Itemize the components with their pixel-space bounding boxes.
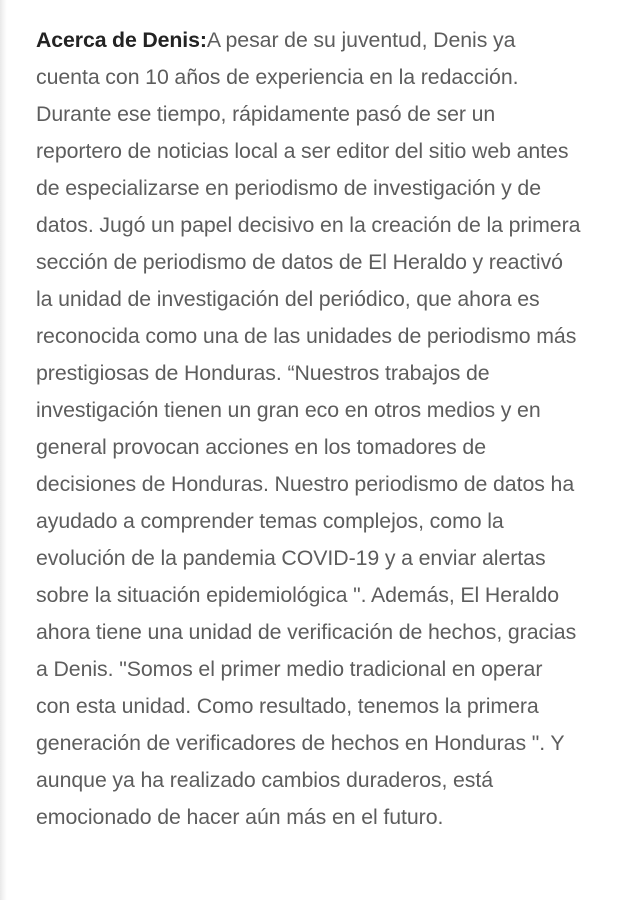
- paragraph-text: A pesar de su juventud, Denis ya cuenta con 10 años de experiencia en la redacción. Durante ese tiempo, rápidamente pasó de ser un reportero de noticias local a ser editor del sitio web antes de especializarse en periodismo de investigación y de datos. Jugó un papel decisivo en la creación de la primera sección de periodismo de datos de El Heraldo y reactivó la unidad de investigación del periódico, que ahora es reconocida como una de las unidades de periodismo más prestigiosas de Honduras. “Nuestros trabajos de investigación tienen un gran eco en otros medios y en general provocan acciones en los tomadores de decisiones de Honduras. Nuestro periodismo de datos ha ayudado a comprender temas complejos, como la evolución de la pandemia COVID-19 y a enviar alertas sobre la situación epidemiológica ". Además, El Heraldo ahora tiene una unidad de verificación de hechos, gracias a Denis. "Somos el primer medio tradicional en operar con esta unidad. Como resultado, tenemos la primera generación de verificadores de hechos en Honduras ". Y aunque ya ha realizado cambios duraderos, está emocionado de hacer aún más en el futuro.: [36, 28, 581, 829]
- article-paragraph: [36, 22, 582, 836]
- paragraph-lead-in: Acerca de Denis:: [36, 28, 207, 52]
